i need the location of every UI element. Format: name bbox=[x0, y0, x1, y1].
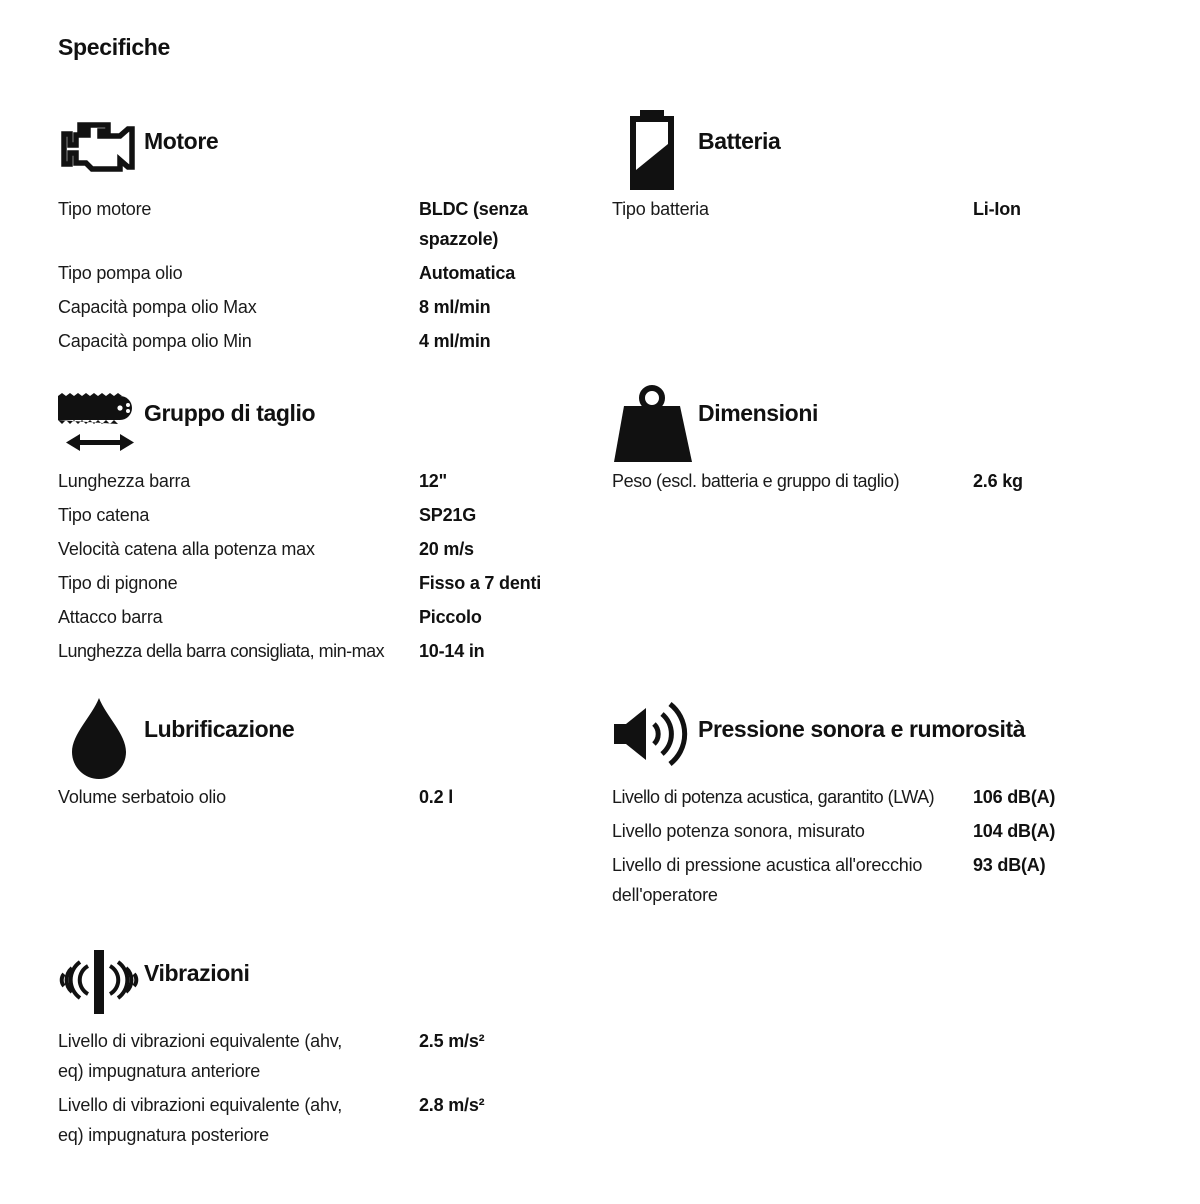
spec-label: Attacco barra bbox=[58, 607, 163, 627]
section-header bbox=[58, 694, 558, 782]
spec-label: Tipo pompa olio bbox=[58, 263, 183, 283]
spec-label: Tipo catena bbox=[58, 505, 150, 525]
spec-label: Livello di vibrazioni equivalente (ahv, eq) impugnatura anteriore bbox=[58, 1031, 343, 1081]
spec-value: 4 ml/min bbox=[419, 331, 491, 351]
spec-row bbox=[58, 1090, 558, 1150]
section-title: Dimensioni bbox=[698, 400, 818, 426]
spec-value: 106 dB(A) bbox=[973, 787, 1056, 807]
section-header bbox=[58, 938, 558, 1026]
spec-value: BLDC (senza spazzole) bbox=[419, 199, 528, 249]
spec-label: Peso (escl. batteria e gruppo di taglio) bbox=[612, 471, 900, 491]
vibration-icon bbox=[58, 938, 142, 1031]
spec-label: Tipo di pignone bbox=[58, 573, 178, 593]
spec-value: 104 dB(A) bbox=[973, 821, 1056, 841]
page-title: Specifiche bbox=[58, 34, 171, 60]
section-title: Gruppo di taglio bbox=[144, 400, 316, 426]
spec-label: Capacità pompa olio Max bbox=[58, 297, 257, 317]
spec-label: Capacità pompa olio Min bbox=[58, 331, 252, 351]
weight-icon bbox=[612, 378, 696, 471]
spec-value: Piccolo bbox=[419, 607, 482, 627]
section-header bbox=[58, 106, 558, 194]
section-title: Motore bbox=[144, 128, 219, 154]
engine-icon bbox=[58, 106, 142, 199]
spec-label: Volume serbatoio olio bbox=[58, 787, 226, 807]
section-vibrazioni bbox=[58, 938, 558, 1154]
spec-list bbox=[58, 466, 558, 666]
spec-label: Tipo batteria bbox=[612, 199, 709, 219]
spec-label: Livello di potenza acustica, garantito (LWA) bbox=[612, 787, 935, 807]
spec-row bbox=[58, 534, 558, 564]
chainsaw-bar-icon bbox=[58, 378, 142, 471]
spec-label: Livello di vibrazioni equivalente (ahv, eq) impugnatura posteriore bbox=[58, 1095, 343, 1145]
spec-label: Velocità catena alla potenza max bbox=[58, 539, 315, 559]
spec-value: Fisso a 7 denti bbox=[419, 573, 542, 593]
section-gruppo-di-taglio bbox=[58, 378, 558, 670]
section-title: Batteria bbox=[698, 128, 781, 154]
section-motore bbox=[58, 106, 558, 360]
spec-label: Livello di pressione acustica all'orecchio dell'operatore bbox=[612, 855, 923, 905]
spec-label: Livello potenza sonora, misurato bbox=[612, 821, 865, 841]
spec-row bbox=[58, 568, 558, 598]
spec-value: Automatica bbox=[419, 263, 516, 283]
oil-drop-icon bbox=[58, 694, 142, 787]
section-title: Lubrificazione bbox=[144, 716, 295, 742]
spec-value: 10-14 in bbox=[419, 641, 485, 661]
spec-value: SP21G bbox=[419, 505, 477, 525]
section-lubrificazione bbox=[58, 694, 558, 816]
spec-label: Tipo motore bbox=[58, 199, 152, 219]
spec-label: Lunghezza della barra consigliata, min-max bbox=[58, 641, 385, 661]
spec-value: 20 m/s bbox=[419, 539, 474, 559]
spec-row bbox=[58, 602, 558, 632]
spec-value: 8 ml/min bbox=[419, 297, 491, 317]
spec-row bbox=[58, 194, 558, 254]
spec-value: 0.2 l bbox=[419, 787, 454, 807]
spec-value: Li-Ion bbox=[973, 199, 1021, 219]
battery-icon bbox=[612, 106, 696, 199]
spec-value: 2.6 kg bbox=[973, 471, 1023, 491]
spec-row bbox=[58, 258, 558, 288]
spec-value: 2.8 m/s² bbox=[419, 1095, 485, 1115]
section-title: Pressione sonora e rumorosità bbox=[698, 716, 1026, 742]
section-header bbox=[612, 378, 1112, 466]
spec-row bbox=[58, 326, 558, 356]
spec-row bbox=[58, 1026, 558, 1086]
section-dimensioni bbox=[612, 378, 1112, 500]
spec-row bbox=[612, 850, 1112, 910]
spec-list bbox=[612, 782, 1112, 910]
section-title: Vibrazioni bbox=[144, 960, 250, 986]
spec-list bbox=[58, 194, 558, 356]
section-header bbox=[612, 694, 1112, 782]
section-header bbox=[612, 106, 1112, 194]
spec-value: 12" bbox=[419, 471, 447, 491]
speaker-icon bbox=[612, 694, 696, 787]
spec-row bbox=[612, 816, 1112, 846]
spec-value: 2.5 m/s² bbox=[419, 1031, 485, 1051]
spec-row bbox=[58, 292, 558, 322]
spec-row bbox=[58, 500, 558, 530]
spec-row bbox=[58, 636, 558, 666]
section-pressione-sonora bbox=[612, 694, 1112, 914]
spec-value: 93 dB(A) bbox=[973, 855, 1046, 875]
section-header bbox=[58, 378, 558, 466]
spec-list bbox=[58, 1026, 558, 1150]
spec-label: Lunghezza barra bbox=[58, 471, 191, 491]
section-batteria bbox=[612, 106, 1112, 228]
